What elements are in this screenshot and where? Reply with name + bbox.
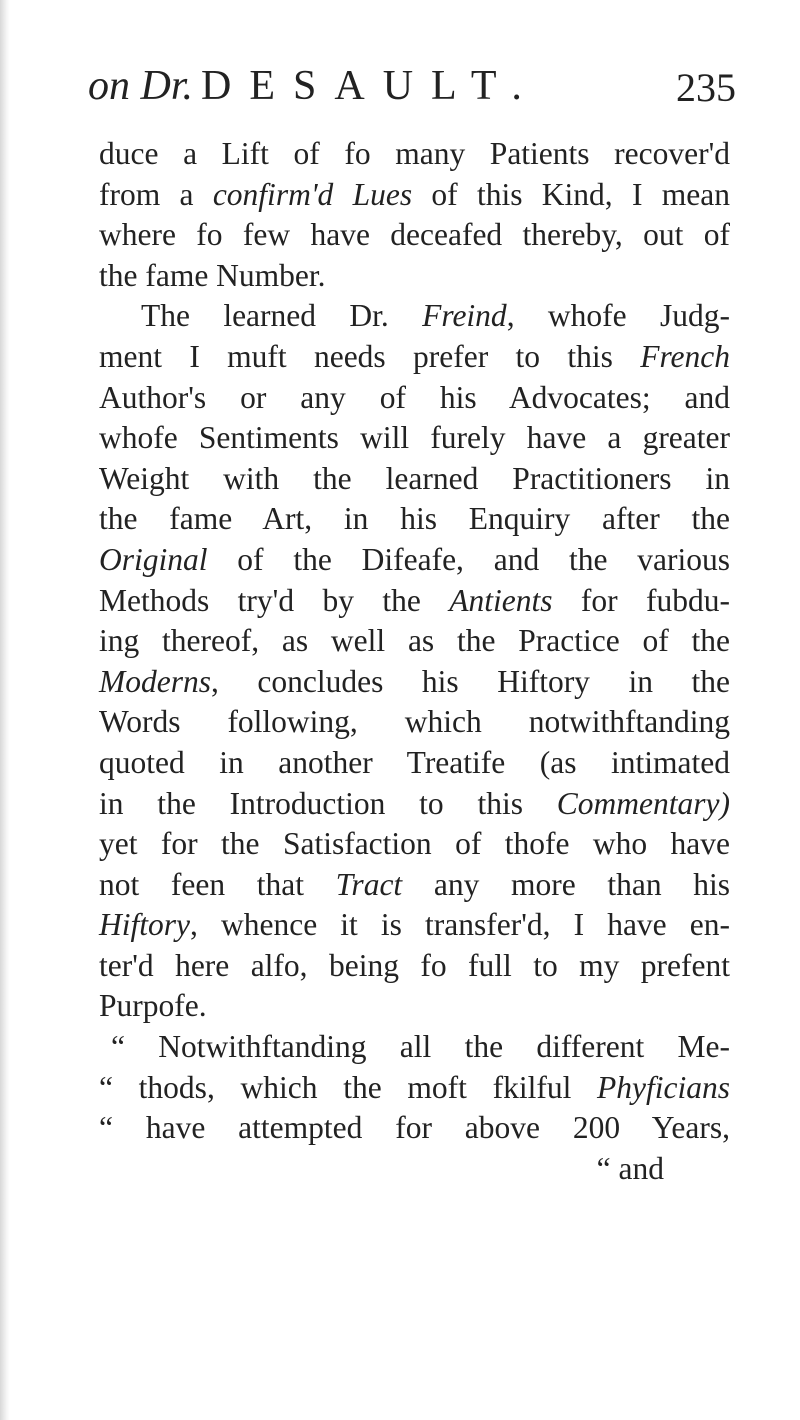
- text-line: [99, 499, 730, 540]
- italic-text-run: Freind: [422, 298, 507, 334]
- text-run: the fame Number.: [99, 257, 326, 293]
- text-run: “ Notwithftanding all the different Me-: [111, 1029, 730, 1065]
- italic-text-run: confirm'd Lues: [212, 176, 413, 212]
- text-line: [99, 1027, 730, 1068]
- page-edge-shadow: [0, 0, 10, 1420]
- text-run: any more than his: [402, 866, 730, 902]
- text-line: [99, 540, 730, 581]
- body-text: [99, 134, 730, 1189]
- text-run: the fame Art, in his Enquiry after the: [99, 501, 730, 537]
- text-line: [99, 986, 730, 1027]
- text-run: “ have attempted for above 200 Years,: [99, 1110, 730, 1146]
- text-run: Author's or any of his Advocates; and: [99, 379, 730, 415]
- text-line: [99, 459, 730, 500]
- text-line: [99, 134, 730, 175]
- text-line: [99, 1108, 730, 1149]
- text-run: yet for the Satisfaction of thofe who have: [99, 826, 730, 862]
- text-run: of the Difeafe, and the various: [207, 541, 730, 577]
- italic-text-run: Moderns: [99, 663, 211, 699]
- text-run: The learned Dr.: [141, 298, 423, 334]
- text-run: where fo few have deceafed thereby, out of: [99, 217, 730, 253]
- text-run: , concludes his Hiftory in the: [211, 663, 730, 699]
- text-line: [99, 662, 730, 703]
- italic-text-run: Antients: [449, 582, 553, 618]
- text-line: [99, 824, 730, 865]
- text-line: [99, 256, 730, 297]
- text-line: [99, 621, 730, 662]
- text-run: for fubdu-: [552, 582, 730, 618]
- running-title-prefix: on Dr.: [88, 63, 194, 109]
- text-run: quoted in another Treatife (as intimated: [99, 744, 730, 780]
- italic-text-run: Phyficians: [597, 1069, 730, 1105]
- text-run: not feen that: [99, 866, 336, 902]
- text-line: [99, 905, 730, 946]
- text-line: [99, 175, 730, 216]
- text-run: ment I muft needs prefer to this: [99, 338, 641, 374]
- text-run: , whofe Judg-: [506, 298, 730, 334]
- italic-text-run: Tract: [335, 866, 403, 902]
- text-line: [99, 296, 730, 337]
- text-run: Purpofe.: [99, 988, 207, 1024]
- text-run: in the Introduction to this: [99, 785, 557, 821]
- text-line: [99, 946, 730, 987]
- text-run: ter'd here alfo, being fo full to my prefent: [99, 947, 730, 983]
- text-run: Methods try'd by the: [99, 582, 450, 618]
- italic-text-run: French: [640, 338, 730, 374]
- text-run: “ and: [596, 1150, 664, 1186]
- text-line: [99, 1149, 730, 1190]
- italic-text-run: Hiftory: [99, 907, 190, 943]
- text-line: [99, 702, 730, 743]
- text-line: [99, 418, 730, 459]
- text-run: duce a Lift of fo many Patients recover'd: [99, 136, 730, 171]
- text-line: [99, 581, 730, 622]
- text-line: [99, 743, 730, 784]
- text-run: whofe Sentiments will furely have a greater: [99, 420, 730, 456]
- text-run: Words following, which notwithftanding: [99, 704, 730, 740]
- text-run: “ thods, which the moft fkilful: [99, 1069, 598, 1105]
- page-number: 235: [676, 65, 736, 110]
- running-title: [88, 58, 540, 114]
- text-run: of this Kind, I mean: [412, 176, 730, 212]
- text-line: [99, 215, 730, 256]
- text-line: [99, 865, 730, 906]
- text-line: [99, 784, 730, 825]
- text-run: ing thereof, as well as the Practice of the: [99, 623, 730, 659]
- text-line: [99, 378, 730, 419]
- italic-text-run: Commentary): [556, 785, 730, 821]
- running-header: [88, 58, 736, 128]
- running-title-name: DESAULT.: [201, 63, 540, 109]
- text-run: Weight with the learned Practitioners in: [99, 460, 730, 496]
- text-line: [99, 1068, 730, 1109]
- text-run: from a: [99, 176, 213, 212]
- italic-text-run: Original: [99, 541, 208, 577]
- text-line: [99, 337, 730, 378]
- text-run: , whence it is transfer'd, I have en-: [190, 907, 730, 943]
